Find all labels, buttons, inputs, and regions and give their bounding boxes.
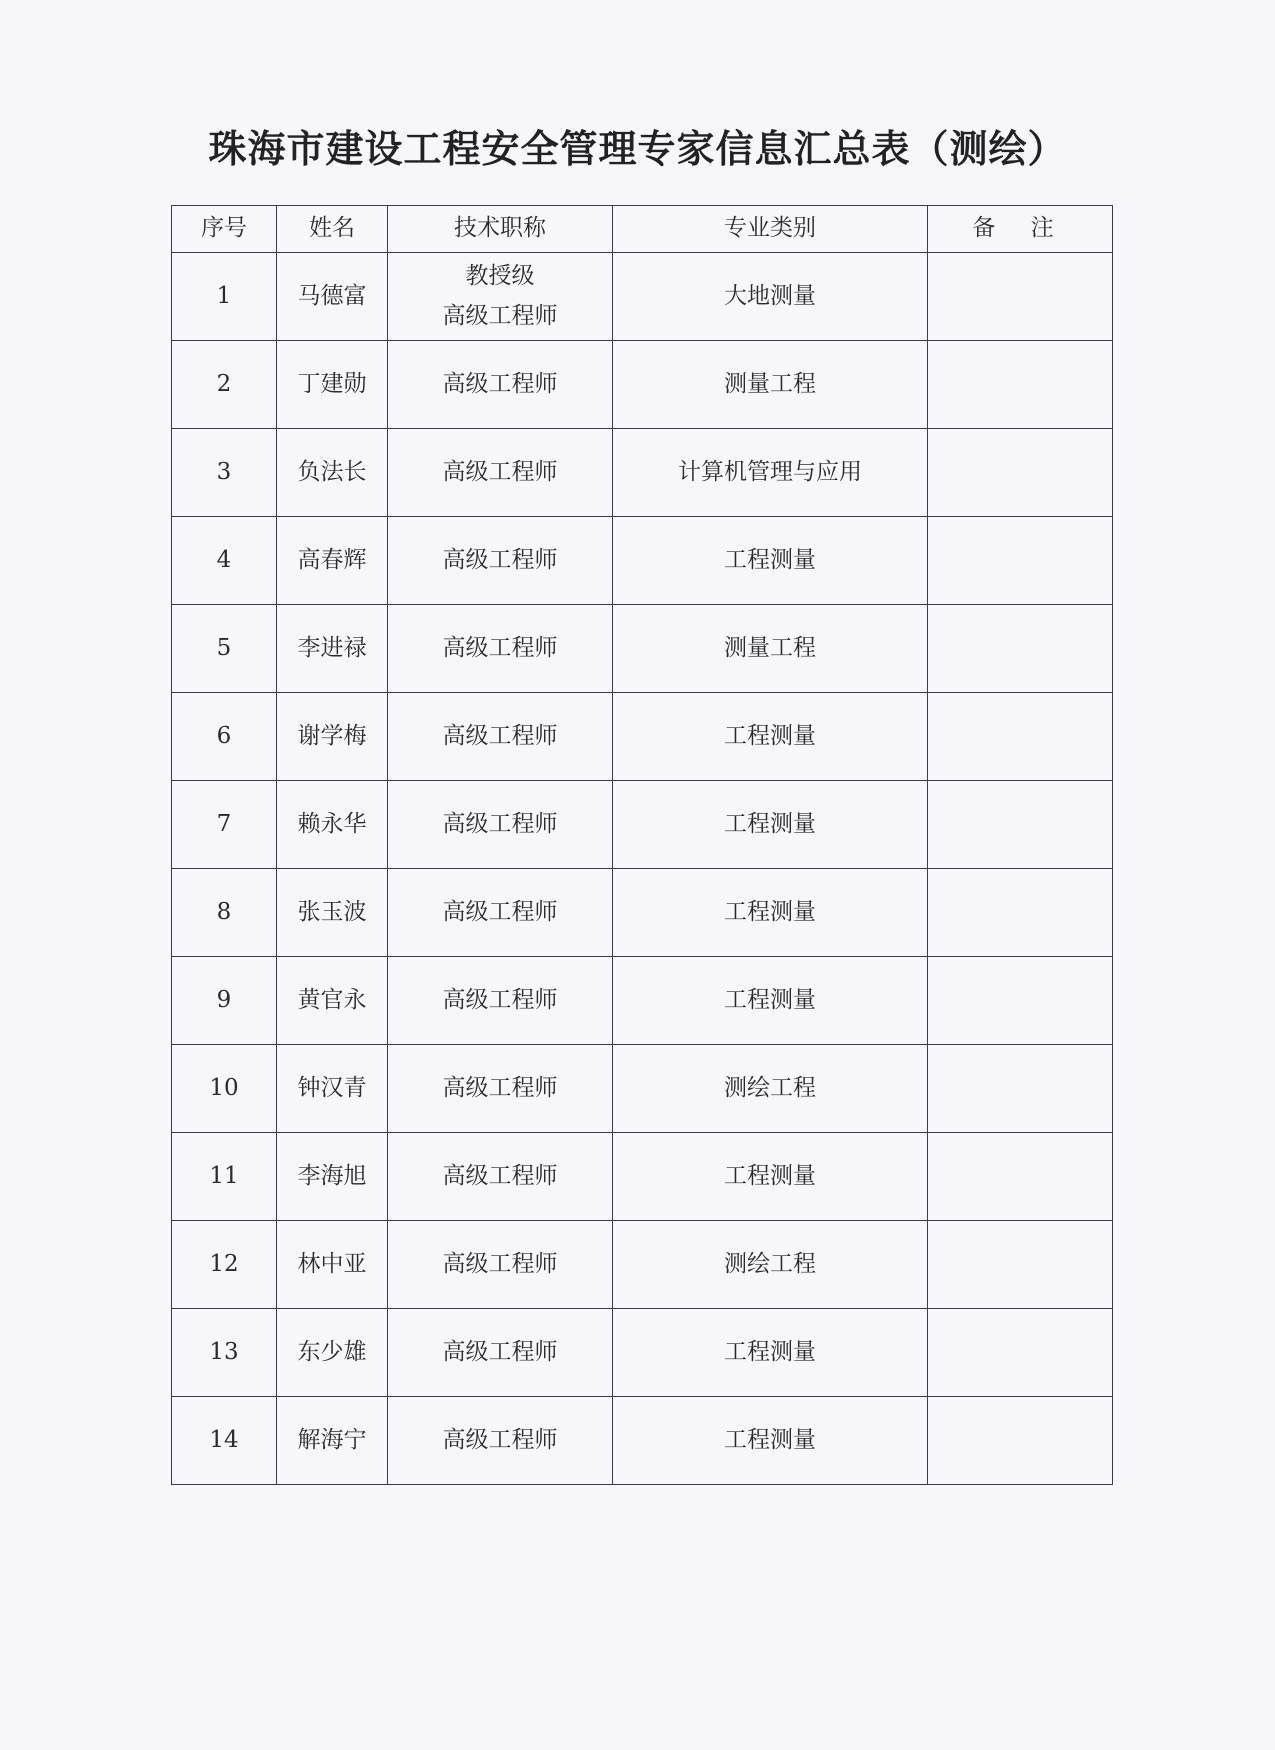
cell-remark	[928, 1397, 1113, 1485]
cell-name: 解海宁	[277, 1397, 388, 1485]
cell-no: 5	[172, 605, 277, 693]
table-row	[172, 429, 1113, 517]
cell-title: 高级工程师	[388, 1133, 613, 1221]
cell-title: 高级工程师	[388, 1221, 613, 1309]
cell-no: 11	[172, 1133, 277, 1221]
cell-name: 高春辉	[277, 517, 388, 605]
cell-title: 高级工程师	[388, 429, 613, 517]
cell-major: 工程测量	[613, 1133, 928, 1221]
table-row	[172, 1045, 1113, 1133]
cell-major: 工程测量	[613, 517, 928, 605]
cell-remark	[928, 781, 1113, 869]
cell-name: 赖永华	[277, 781, 388, 869]
cell-title: 高级工程师	[388, 693, 613, 781]
cell-title: 高级工程师	[388, 1397, 613, 1485]
cell-title-line2: 高级工程师	[442, 302, 558, 329]
cell-title: 高级工程师	[388, 1045, 613, 1133]
cell-remark	[928, 517, 1113, 605]
cell-remark	[928, 1309, 1113, 1397]
table-row	[172, 341, 1113, 429]
cell-name: 丁建勋	[277, 341, 388, 429]
cell-no: 12	[172, 1221, 277, 1309]
table-row	[172, 957, 1113, 1045]
cell-remark	[928, 253, 1113, 341]
cell-remark	[928, 341, 1113, 429]
cell-remark	[928, 1133, 1113, 1221]
cell-remark	[928, 429, 1113, 517]
cell-no: 7	[172, 781, 277, 869]
table-row	[172, 1309, 1113, 1397]
header-name: 姓名	[277, 206, 388, 253]
cell-remark	[928, 1221, 1113, 1309]
cell-name: 张玉波	[277, 869, 388, 957]
table-row	[172, 1397, 1113, 1485]
cell-major: 工程测量	[613, 781, 928, 869]
table-row	[172, 517, 1113, 605]
cell-title: 高级工程师	[388, 517, 613, 605]
cell-major: 大地测量	[613, 253, 928, 341]
cell-no: 14	[172, 1397, 277, 1485]
cell-no: 1	[172, 253, 277, 341]
header-row	[172, 206, 1113, 253]
document-title: 珠海市建设工程安全管理专家信息汇总表（测绘）	[208, 127, 1067, 171]
cell-remark	[928, 693, 1113, 781]
cell-major: 工程测量	[613, 1397, 928, 1485]
table-row	[172, 605, 1113, 693]
cell-major: 测绘工程	[613, 1221, 928, 1309]
table-row	[172, 781, 1113, 869]
cell-no: 3	[172, 429, 277, 517]
cell-remark	[928, 869, 1113, 957]
cell-no: 13	[172, 1309, 277, 1397]
cell-title: 高级工程师	[388, 957, 613, 1045]
cell-major: 工程测量	[613, 869, 928, 957]
table-row	[172, 253, 1113, 341]
cell-major: 工程测量	[613, 957, 928, 1045]
cell-name: 东少雄	[277, 1309, 388, 1397]
cell-title: 高级工程师	[388, 341, 613, 429]
cell-title: 高级工程师	[388, 869, 613, 957]
cell-remark	[928, 1045, 1113, 1133]
table-header	[172, 206, 1113, 253]
header-no: 序号	[172, 206, 277, 253]
header-remark: 备 注	[928, 206, 1113, 253]
table-row	[172, 869, 1113, 957]
cell-name: 负法长	[277, 429, 388, 517]
cell-title-line1: 教授级	[465, 263, 535, 290]
cell-no: 2	[172, 341, 277, 429]
cell-no: 9	[172, 957, 277, 1045]
cell-remark	[928, 957, 1113, 1045]
cell-name: 谢学梅	[277, 693, 388, 781]
cell-name: 钟汉青	[277, 1045, 388, 1133]
table-body	[172, 253, 1113, 1485]
expert-table	[171, 205, 1113, 1485]
cell-title: 高级工程师	[388, 781, 613, 869]
cell-major: 工程测量	[613, 1309, 928, 1397]
cell-title	[388, 253, 613, 341]
cell-major: 工程测量	[613, 693, 928, 781]
cell-name: 黄官永	[277, 957, 388, 1045]
cell-name: 李进禄	[277, 605, 388, 693]
cell-no: 6	[172, 693, 277, 781]
cell-major: 测绘工程	[613, 1045, 928, 1133]
header-major: 专业类别	[613, 206, 928, 253]
cell-name: 林中亚	[277, 1221, 388, 1309]
cell-major: 测量工程	[613, 605, 928, 693]
cell-title: 高级工程师	[388, 605, 613, 693]
cell-no: 4	[172, 517, 277, 605]
cell-remark	[928, 605, 1113, 693]
cell-title: 高级工程师	[388, 1309, 613, 1397]
cell-no: 10	[172, 1045, 277, 1133]
cell-name: 李海旭	[277, 1133, 388, 1221]
header-title: 技术职称	[388, 206, 613, 253]
table-row	[172, 1133, 1113, 1221]
cell-major: 测量工程	[613, 341, 928, 429]
table-row	[172, 693, 1113, 781]
table-row	[172, 1221, 1113, 1309]
cell-name: 马德富	[277, 253, 388, 341]
cell-no: 8	[172, 869, 277, 957]
cell-major: 计算机管理与应用	[613, 429, 928, 517]
